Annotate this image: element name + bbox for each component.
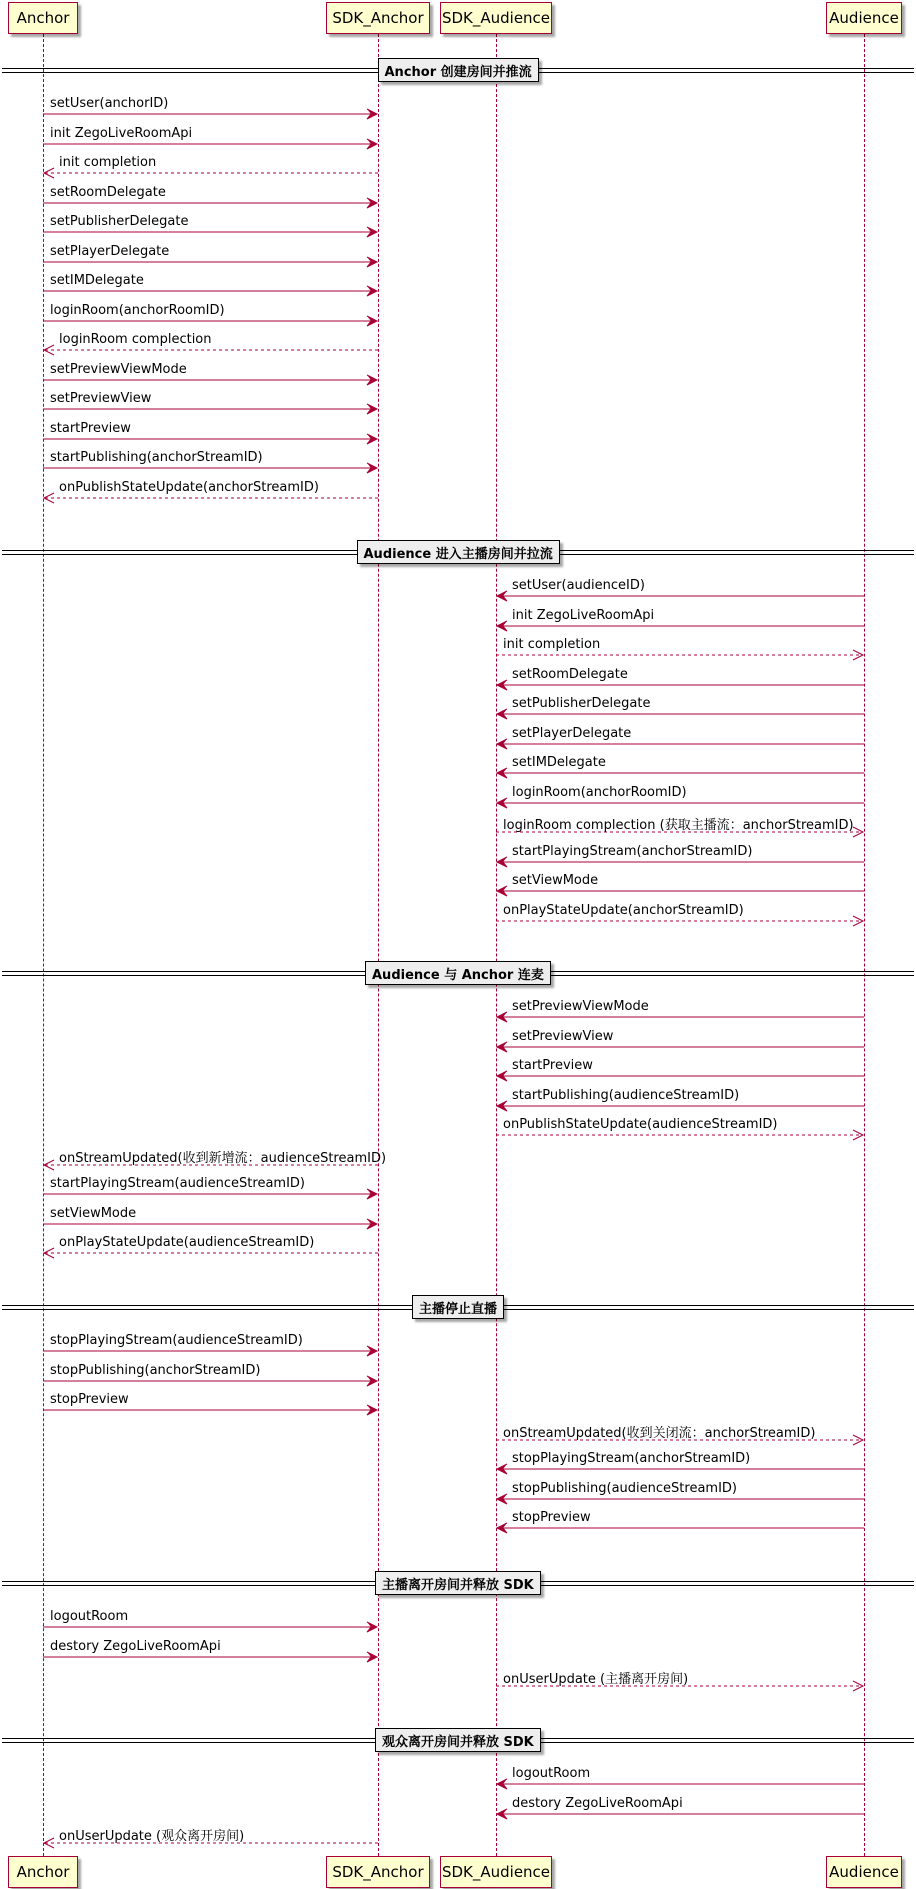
message-label: startPublishing(audienceStreamID) <box>512 1088 740 1103</box>
message-label: setPreviewView <box>512 1029 614 1044</box>
message-label: startPublishing(anchorStreamID) <box>50 450 263 465</box>
message-label: stopPlayingStream(audienceStreamID) <box>50 1333 303 1348</box>
message-label: onStreamUpdated(收到新增流：audienceStreamID) <box>59 1151 387 1166</box>
participant-anchor-bottom: Anchor <box>8 1856 78 1888</box>
participant-audience-bottom: Audience <box>826 1856 902 1888</box>
participant-audience-top: Audience <box>826 2 902 34</box>
message-label: init ZegoLiveRoomApi <box>512 608 655 623</box>
message-label: onPlayStateUpdate(audienceStreamID) <box>59 1235 315 1250</box>
message-label: stopPreview <box>512 1510 591 1525</box>
message-label: init completion <box>59 155 157 170</box>
message-label: setPublisherDelegate <box>512 696 651 711</box>
message-label: loginRoom(anchorRoomID) <box>512 785 687 800</box>
message-label: stopPreview <box>50 1392 129 1407</box>
participant-sdk_anchor-top: SDK_Anchor <box>326 2 430 34</box>
message-label: setUser(audienceID) <box>512 578 645 593</box>
section-title: Anchor 创建房间并推流 <box>378 58 539 82</box>
message-label: onPublishStateUpdate(audienceStreamID) <box>503 1117 778 1132</box>
message-label: startPlayingStream(audienceStreamID) <box>50 1176 306 1191</box>
message-label: setViewMode <box>50 1206 137 1221</box>
message-label: setPublisherDelegate <box>50 214 189 229</box>
message-label: init completion <box>503 637 601 652</box>
participant-sdk_audience-top: SDK_Audience <box>440 2 552 34</box>
message-label: onPublishStateUpdate(anchorStreamID) <box>59 480 319 495</box>
message-label: loginRoom(anchorRoomID) <box>50 303 225 318</box>
message-label: setIMDelegate <box>512 755 606 770</box>
message-label: destory ZegoLiveRoomApi <box>512 1796 683 1811</box>
message-label: stopPublishing(audienceStreamID) <box>512 1481 737 1496</box>
message-label: logoutRoom <box>50 1609 129 1624</box>
message-label: setRoomDelegate <box>512 667 628 682</box>
message-label: setPlayerDelegate <box>50 244 170 259</box>
message-label: onPlayStateUpdate(anchorStreamID) <box>503 903 744 918</box>
message-label: init ZegoLiveRoomApi <box>50 126 193 141</box>
section-title: 观众离开房间并释放 SDK <box>375 1728 541 1752</box>
message-label: setUser(anchorID) <box>50 96 169 111</box>
section-title: Audience 进入主播房间并拉流 <box>357 540 560 564</box>
message-label: onUserUpdate (主播离开房间) <box>503 1672 689 1687</box>
message-label: startPreview <box>512 1058 593 1073</box>
section-title: 主播停止直播 <box>412 1295 504 1319</box>
message-label: setPreviewViewMode <box>50 362 187 377</box>
message-label: stopPublishing(anchorStreamID) <box>50 1363 261 1378</box>
participant-sdk_audience-bottom: SDK_Audience <box>440 1856 552 1888</box>
participant-anchor-top: Anchor <box>8 2 78 34</box>
message-label: setPlayerDelegate <box>512 726 632 741</box>
message-label: destory ZegoLiveRoomApi <box>50 1639 221 1654</box>
message-label: startPlayingStream(anchorStreamID) <box>512 844 753 859</box>
section-title: Audience 与 Anchor 连麦 <box>365 961 551 985</box>
message-label: loginRoom complection (获取主播流：anchorStreamID) <box>503 818 854 833</box>
message-label: stopPlayingStream(anchorStreamID) <box>512 1451 751 1466</box>
message-label: setPreviewViewMode <box>512 999 649 1014</box>
message-label: logoutRoom <box>512 1766 591 1781</box>
message-label: setRoomDelegate <box>50 185 166 200</box>
message-label: startPreview <box>50 421 131 436</box>
message-label: setViewMode <box>512 873 599 888</box>
section-title: 主播离开房间并释放 SDK <box>375 1571 541 1595</box>
message-label: loginRoom complection <box>59 332 212 347</box>
participant-sdk_anchor-bottom: SDK_Anchor <box>326 1856 430 1888</box>
message-label: onUserUpdate (观众离开房间) <box>59 1829 245 1844</box>
message-label: setIMDelegate <box>50 273 144 288</box>
message-label: onStreamUpdated(收到关闭流：anchorStreamID) <box>503 1426 816 1441</box>
message-label: setPreviewView <box>50 391 152 406</box>
